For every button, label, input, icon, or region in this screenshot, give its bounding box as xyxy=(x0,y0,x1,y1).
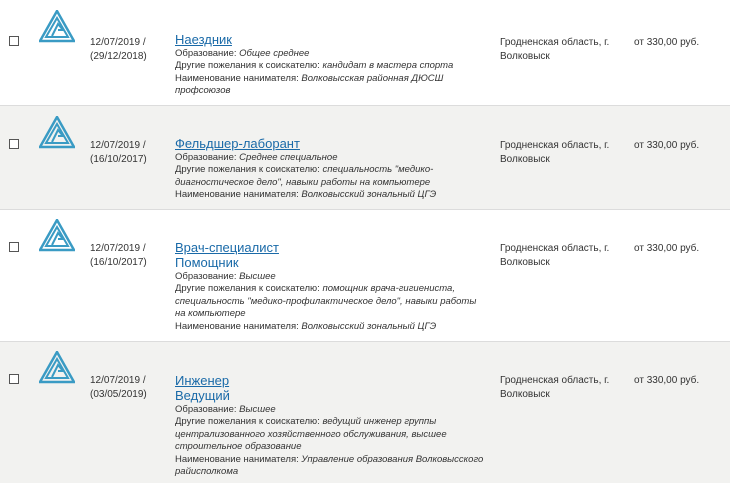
salary: от 330,00 руб. xyxy=(634,140,700,151)
vacancy-title-link[interactable]: Врач-специалист xyxy=(175,240,279,255)
date xyxy=(90,36,160,64)
location xyxy=(500,242,620,270)
date-created: (29/12/2018) xyxy=(90,51,147,62)
employment-service-logo-icon xyxy=(39,10,75,44)
education-label: Образование: xyxy=(175,48,237,59)
vacancy-title-link[interactable]: Наездник xyxy=(175,32,232,47)
date-published: 12/07/2019 / xyxy=(90,140,146,151)
employment-service-logo-icon xyxy=(39,351,75,385)
wishes-value: помощник врача-гигиениста, специальность "медико-профилактическое дело", навыки работы на компьютере xyxy=(175,283,477,320)
wishes-label: Другие пожелания к соискателю: xyxy=(175,416,320,428)
location-region: Гродненская область, г. xyxy=(500,243,610,254)
employer-label: Наименование нанимателя: xyxy=(175,453,299,465)
vacancy-details xyxy=(175,404,485,478)
salary: от 330,00 руб. xyxy=(634,37,700,48)
vacancy-row xyxy=(0,0,730,106)
education-value: Высшее xyxy=(239,271,276,282)
education-label: Образование: xyxy=(175,152,237,163)
employer-value: Волковысская районная ДЮСШ профсоюзов xyxy=(175,72,444,97)
vacancy-subtitle: Ведущий xyxy=(175,388,230,403)
vacancy-details xyxy=(175,152,485,202)
vacancy-title-block xyxy=(175,240,485,270)
vacancy-subtitle: Помощник xyxy=(175,255,239,270)
date xyxy=(90,242,160,270)
location-region: Гродненская область, г. xyxy=(500,140,610,151)
employer-value: Волковысский зональный ЦГЭ xyxy=(301,320,437,332)
vacancy-row xyxy=(0,342,730,483)
location-city: Волковыск xyxy=(500,154,550,165)
employer-label: Наименование нанимателя: xyxy=(175,189,299,201)
education-label: Образование: xyxy=(175,404,237,415)
vacancy-details xyxy=(175,271,485,333)
employment-service-logo-icon xyxy=(39,116,75,150)
employer-value: Волковысский зональный ЦГЭ xyxy=(301,189,437,201)
select-checkbox[interactable] xyxy=(9,36,19,46)
select-checkbox[interactable] xyxy=(9,242,19,252)
select-checkbox[interactable] xyxy=(9,374,19,384)
date-created: (16/10/2017) xyxy=(90,154,147,165)
wishes-label: Другие пожелания к соискателю: xyxy=(175,283,320,295)
vacancy-title-link[interactable]: Фельдшер-лаборант xyxy=(175,136,300,151)
date-published: 12/07/2019 / xyxy=(90,243,146,254)
wishes-value: ведущий инженер группы централизованного хозяйственного обслуживания, высшее строительное образование xyxy=(175,416,447,453)
location-city: Волковыск xyxy=(500,257,550,268)
vacancy-title-block xyxy=(175,32,485,47)
education-value: Высшее xyxy=(239,404,276,415)
date xyxy=(90,374,160,402)
salary: от 330,00 руб. xyxy=(634,243,700,254)
wishes-label: Другие пожелания к соискателю: xyxy=(175,164,320,176)
vacancy-title-block xyxy=(175,136,485,151)
employment-service-logo-icon xyxy=(39,219,75,253)
location xyxy=(500,374,620,402)
date-created: (16/10/2017) xyxy=(90,257,147,268)
education-value: Среднее специальное xyxy=(239,152,338,163)
wishes-label: Другие пожелания к соискателю: xyxy=(175,60,320,72)
education-value: Общее среднее xyxy=(239,48,310,59)
wishes-value: кандидат в мастера спорта xyxy=(322,60,454,72)
location-region: Гродненская область, г. xyxy=(500,37,610,48)
education-label: Образование: xyxy=(175,271,237,282)
location-city: Волковыск xyxy=(500,389,550,400)
date-published: 12/07/2019 / xyxy=(90,37,146,48)
vacancy-title-link[interactable]: Инженер xyxy=(175,373,230,388)
wishes-value: специальность "медико-диагностическое дело", навыки работы на компьютере xyxy=(175,164,434,188)
employer-label: Наименование нанимателя: xyxy=(175,320,299,332)
vacancy-title-block xyxy=(175,373,485,403)
vacancy-row xyxy=(0,106,730,210)
location xyxy=(500,139,620,167)
date-created: (03/05/2019) xyxy=(90,389,147,400)
employer-label: Наименование нанимателя: xyxy=(175,72,299,84)
select-checkbox[interactable] xyxy=(9,139,19,149)
vacancy-row xyxy=(0,210,730,342)
vacancy-details xyxy=(175,48,485,98)
location-city: Волковыск xyxy=(500,51,550,62)
employer-value: Управление образования Волковысского райисполкома xyxy=(175,453,484,478)
salary: от 330,00 руб. xyxy=(634,375,700,386)
location-region: Гродненская область, г. xyxy=(500,375,610,386)
date xyxy=(90,139,160,167)
date-published: 12/07/2019 / xyxy=(90,375,146,386)
location xyxy=(500,36,620,64)
